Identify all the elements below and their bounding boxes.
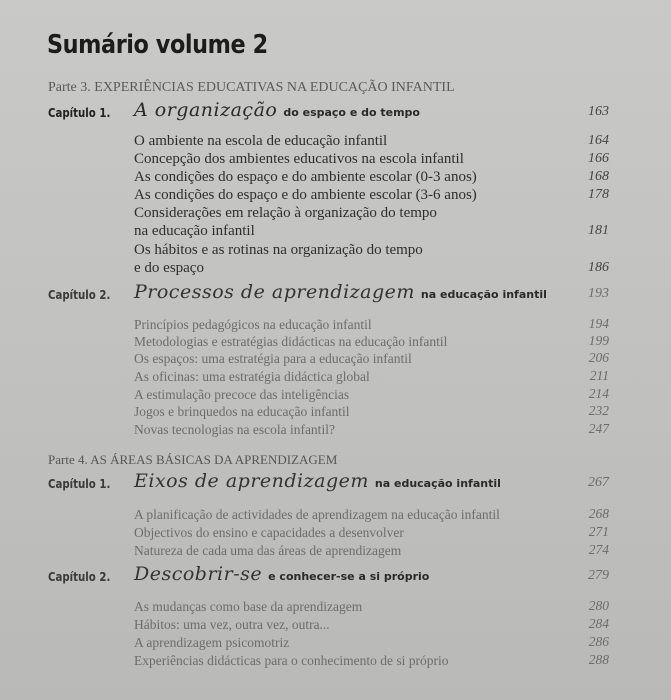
- toc-entry: As mudanças como base da aprendizagem: [134, 599, 363, 614]
- toc-entry: A planificação de actividades de aprendizagem na educação infantil: [134, 507, 500, 522]
- toc-entry-page: 186: [588, 260, 609, 275]
- toc-entry-page: 178: [588, 187, 609, 202]
- toc-entry-page: 274: [588, 542, 609, 557]
- chapter-label: Capítulo 1.: [48, 106, 111, 120]
- chapter-page-number: 279: [588, 568, 609, 583]
- toc-entry-page: 268: [588, 506, 609, 521]
- toc-entry-page: 206: [588, 350, 609, 365]
- toc-entry: Considerações em relação à organização do tempo: [134, 205, 437, 221]
- toc-entry: Objectivos do ensino e capacidades a desenvolver: [134, 525, 404, 540]
- chapter-page-number: 267: [588, 475, 609, 490]
- toc-entry: Natureza de cada uma das áreas de aprendizagem: [134, 543, 402, 558]
- toc-entry-continuation: e do espaço: [134, 260, 204, 276]
- chapter-label: Capítulo 2.: [48, 570, 111, 584]
- chapter-label: Capítulo 2.: [48, 288, 111, 302]
- toc-entry: Metodologias e estratégias didácticas na educação infantil: [134, 334, 448, 349]
- toc-entry: As condições do espaço e do ambiente escolar (0-3 anos): [134, 169, 477, 185]
- toc-entry-page: 286: [588, 634, 609, 649]
- toc-entry: Princípios pedagógicos na educação infantil: [134, 317, 372, 332]
- toc-entry-page: 168: [588, 169, 609, 184]
- chapter-title-rest: e conhecer-se a si próprio: [268, 570, 430, 583]
- toc-entry-page: 280: [588, 598, 609, 613]
- toc-entry: Experiências didácticas para o conhecimento de si próprio: [134, 653, 449, 668]
- toc-entry: As condições do espaço e do ambiente escolar (3-6 anos): [134, 187, 477, 203]
- toc-entry-continuation: na educação infantil: [134, 223, 255, 239]
- chapter-page-number: 163: [588, 104, 609, 119]
- toc-entry: Os espaços: uma estratégia para a educação infantil: [134, 351, 412, 366]
- toc-entry-page: 194: [588, 316, 609, 331]
- page-title: Sumário volume 2: [47, 30, 268, 60]
- toc-entry-page: 247: [588, 421, 609, 436]
- chapter-page-number: 193: [588, 286, 609, 301]
- chapter-title-script: Descobrir-se: [134, 563, 263, 585]
- toc-entry: Hábitos: uma vez, outra vez, outra...: [134, 617, 330, 632]
- toc-entry: As oficinas: uma estratégia didáctica global: [134, 369, 370, 384]
- chapter-title-rest: do espaço e do tempo: [283, 106, 420, 119]
- toc-entry-page: 288: [588, 652, 609, 667]
- chapter-title-rest: na educação infantil: [374, 477, 501, 490]
- toc-entry: A aprendizagem psicomotriz: [134, 635, 290, 650]
- chapter-title: [134, 99, 420, 121]
- toc-entry-page: 181: [588, 223, 609, 238]
- toc-entry: O ambiente na escola de educação infantil: [134, 133, 388, 149]
- toc-entry: A estimulação precoce das inteligências: [134, 387, 350, 402]
- chapter-title-script: Eixos de aprendizagem: [134, 470, 369, 492]
- chapter-title: [134, 281, 547, 303]
- toc-entry-page: 199: [588, 333, 609, 348]
- toc-entry-page: 232: [588, 403, 609, 418]
- toc-entry: Novas tecnologias na escola infantil?: [134, 422, 335, 437]
- chapter-title-rest: na educação infantil: [420, 288, 547, 301]
- toc-entry-page: 164: [588, 133, 609, 148]
- toc-entry: Os hábitos e as rotinas na organização do tempo: [134, 242, 423, 258]
- toc-entry-page: 214: [588, 386, 609, 401]
- toc-entry: Concepção dos ambientes educativos na escola infantil: [134, 151, 464, 167]
- chapter-title-script: A organização: [134, 99, 278, 121]
- toc-entry-page: 166: [588, 151, 609, 166]
- chapter-title: [134, 563, 429, 585]
- chapter-title-script: Processos de aprendizagem: [134, 281, 415, 303]
- chapter-title: [134, 470, 501, 492]
- toc-entry-page: 284: [588, 616, 609, 631]
- toc-entry-page: 271: [588, 524, 609, 539]
- part-4-heading: Parte 4. AS ÁREAS BÁSICAS DA APRENDIZAGEM: [48, 452, 338, 467]
- toc-entry-page: 211: [589, 368, 609, 383]
- part-3-heading: Parte 3. EXPERIÊNCIAS EDUCATIVAS NA EDUCAÇÃO INFANTIL: [48, 80, 455, 95]
- toc-entry: Jogos e brinquedos na educação infantil: [134, 404, 350, 419]
- chapter-label: Capítulo 1.: [48, 477, 111, 491]
